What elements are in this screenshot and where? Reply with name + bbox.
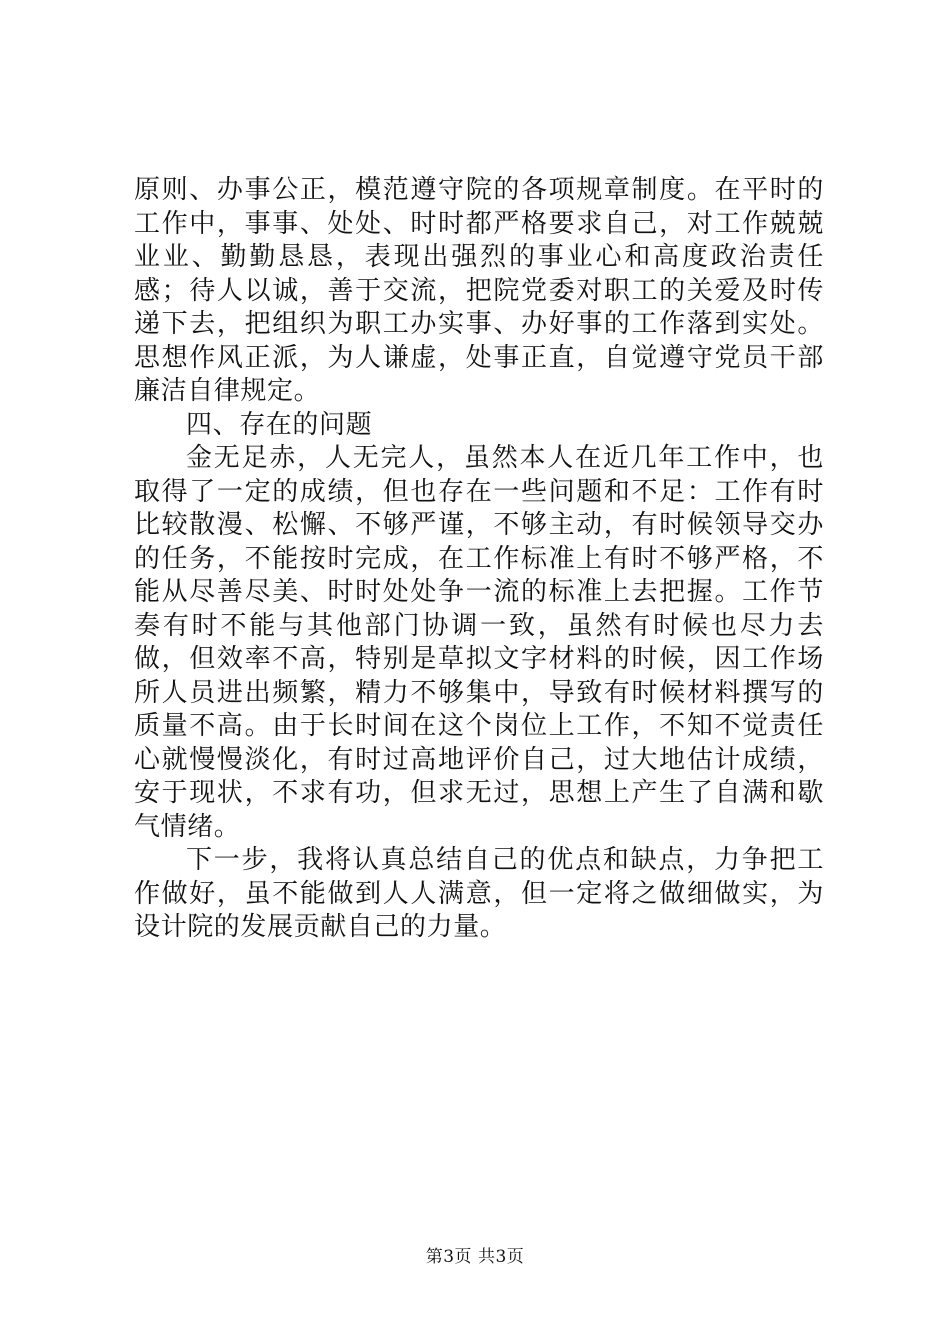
- continuation-paragraph: 原则、办事公正，模范遵守院的各项规章制度。在平时的工作中，事事、处处、时时都严格要求自己，对工作兢兢业业、勤勤恳恳，表现出强烈的事业心和高度政治责任感；待人以诚，善于交流，把院党委对职工的关爱及时传递下去，把组织为职工办实事、办好事的工作落到实处。思想作风正派，为人谦虚，处事正直，自觉遵守党员干部廉洁自律规定。: [134, 175, 824, 406]
- section-heading: 四、存在的问题: [186, 409, 373, 440]
- document-body: [134, 174, 824, 945]
- problems-paragraph: 金无足赤，人无完人，虽然本人在近几年工作中，也取得了一定的成绩，但也存在一些问题和不足：工作有时比较散漫、松懈、不够严谨，不够主动，有时候领导交办的任务，不能按时完成，在工作标准上有时不够严格，不能从尽善尽美、时时处处争一流的标准上去把握。工作节奏有时不能与其他部门协调一致，虽然有时候也尽力去做，但效率不高，特别是草拟文字材料的时候，因工作场所人员进出频繁，精力不够集中，导致有时候材料撰写的质量不高。由于长时间在这个岗位上工作，不知不觉责任心就慢慢淡化，有时过高地评价自己，过大地估计成绩，安于现状，不求有功，但求无过，思想上产生了自满和歇气情绪。: [134, 443, 824, 842]
- next-step-paragraph: 下一步，我将认真总结自己的优点和缺点，力争把工作做好，虽不能做到人人满意，但一定将之做细做实，为设计院的发展贡献自己的力量。: [134, 845, 824, 942]
- page-footer: 第3页 共3页: [425, 1247, 525, 1267]
